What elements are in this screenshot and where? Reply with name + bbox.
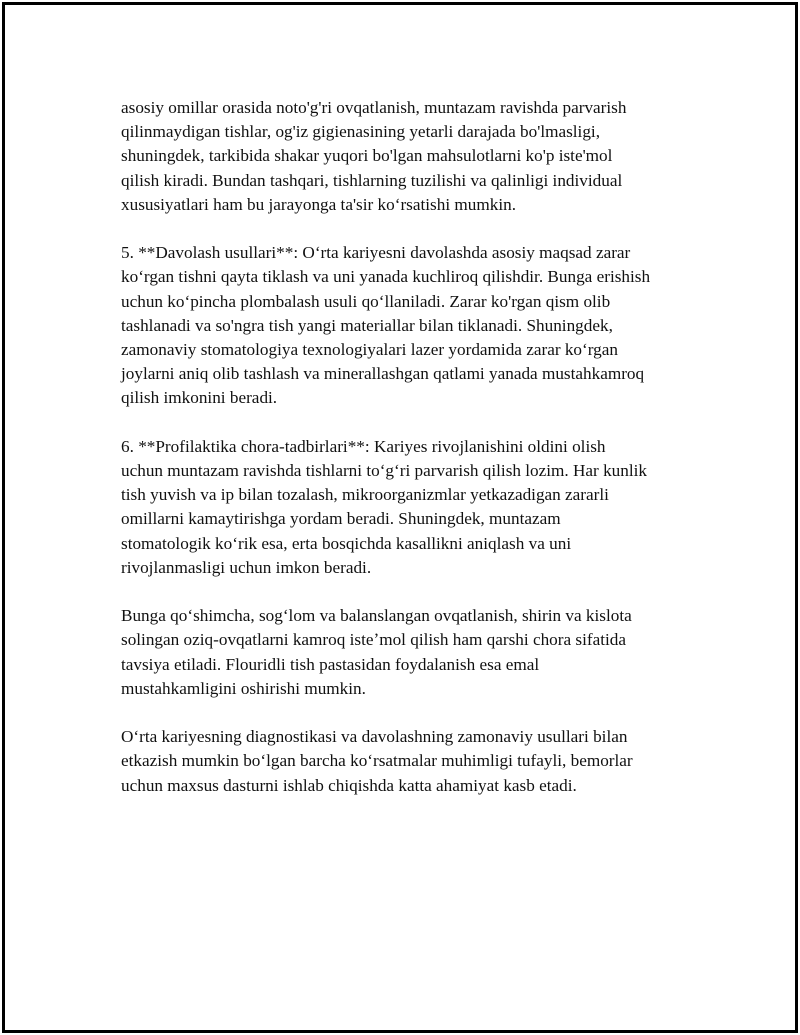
paragraph-prevention-measures: 6. **Profilaktika chora-tadbirlari**: Kariyes rivojlanishini oldini olish uchun muntazam ravishda tishlarni toʻgʻri parvarish qilish lozim. Har kunlik tish yuvish va ip bilan tozalash, mikroorganizmlar yetkazadigan zararli omillarni kamaytirishga yordam beradi. Shuningdek, muntazam stomatologik koʻrik esa, erta bosqichda kasallikni aniqlash va uni rivojlanmasligi uchun imkon beradi. <box>121 436 648 577</box>
paragraph-treatment-methods: 5. **Davolash usullari**: Oʻrta kariyesni davolashda asosiy maqsad zarar koʻrgan tishni qayta tiklash va uni yanada kuchliroq qilishdir. Bunga erishish uchun koʻpincha plombalash usuli qoʻllaniladi. Zarar ko'rgan qism olib tashlanadi va so'ngra tish yangi materiallar bilan tiklanadi. Shuningdek, zamonaviy stomatologiya texnologiyalari lazer yordamida zarar koʻrgan joylarni aniq olib tashlash va minerallashgan qatlami yanada mustahkamroq qilish imkonini beradi. <box>121 243 651 408</box>
page-frame <box>3 3 797 1032</box>
paragraph-conclusion: Oʻrta kariyesning diagnostikasi va davolashning zamonaviy usullari bilan etkazish mumkin boʻlgan barcha koʻrsatmalar muhimligi tufayli, bemorlar uchun maxsus dasturni ishlab chiqishda katta ahamiyat kasb etadi. <box>121 727 633 795</box>
document-body <box>121 96 701 822</box>
paragraph-nutrition-advice: Bunga qoʻshimcha, sogʻlom va balanslangan ovqatlanish, shirin va kislota solingan oziq-ovqatlarni kamroq isteʼmol qilish ham qarshi chora sifatida tavsiya etiladi. Flouridli tish pastasidan foydalanish esa emal mustahkamligini oshirishi mumkin. <box>121 606 632 698</box>
paragraph-causes: asosiy omillar orasida noto'g'ri ovqatlanish, muntazam ravishda parvarish qilinmaydigan tishlar, og'iz gigienasining yetarli darajada bo'lmasligi, shuningdek, tarkibida shakar yuqori bo'lgan mahsulotlarni ko'p iste'mol qilish kiradi. Bundan tashqari, tishlarning tuzilishi va qalinligi individual xususiyatlari ham bu jarayonga ta'sir koʻrsatishi mumkin. <box>121 98 627 214</box>
